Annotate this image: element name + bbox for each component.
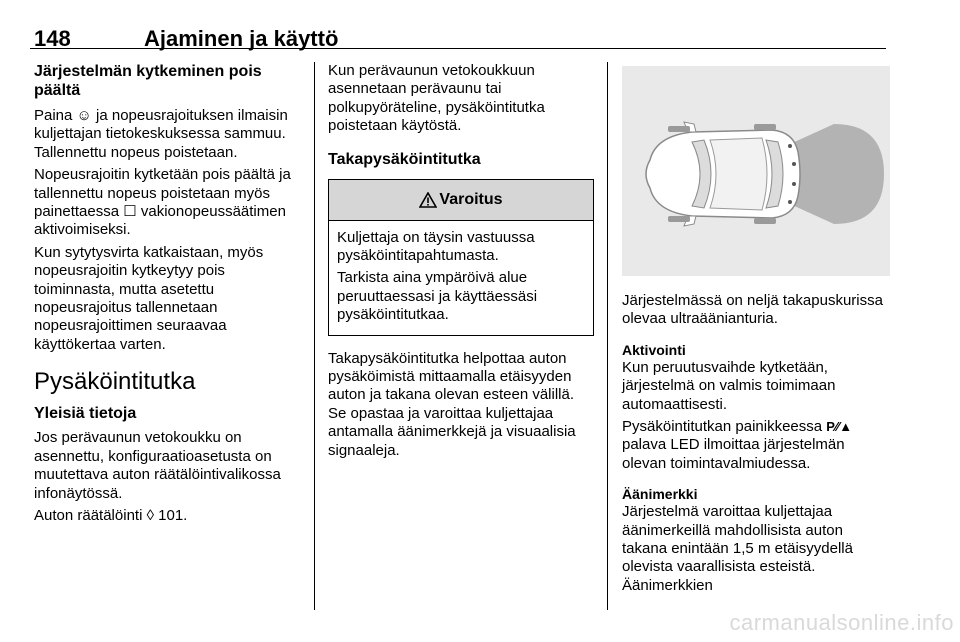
column-1 xyxy=(34,62,302,529)
paragraph: Paina ☺ ja nopeusrajoituksen ilmaisin kuljettajan tietokeskuksessa sammuu. Tallennettu nopeus poistetaan. xyxy=(34,107,288,161)
paragraph: Järjestelmä varoittaa kuljettajaa äänimerkeillä mahdollisista auton takana enintään 1,5 m etäisyydellä olevista vaarallisista esteistä. Äänimerkkien xyxy=(622,503,853,594)
paragraph xyxy=(622,418,890,473)
paragraph: Kun peruutusvaihde kytketään, järjestelmä on valmis toimimaan automaattisesti. xyxy=(622,358,836,413)
page-number: 148 xyxy=(34,26,71,51)
paragraph: Nopeusrajoitin kytketään pois päältä ja tallennettu nopeus poistetaan myös painettaessa ☐ vakionopeussäätimen aktivoimiseksi. xyxy=(34,166,291,239)
paragraph: Kun sytytysvirta katkaistaan, myös nopeusrajoitin kytkeytyy pois toiminnasta, mutta asetettu nopeusrajoitus tallennetaan nopeusrajoittimen seuraavaa käyttökertaa varten. xyxy=(34,243,264,353)
sensor-zone xyxy=(790,124,884,224)
ultrasonic-sensor xyxy=(792,162,796,166)
car-sensor-illustration xyxy=(622,66,890,276)
column-divider xyxy=(314,62,315,610)
parking-sensor-button-icon: P⁄⁄▲ xyxy=(826,419,853,435)
warning-text: Kuljettaja on täysin vastuussa pysäköintitapahtumasta. xyxy=(337,228,535,265)
section-heading-parking-sensor: Pysäköintitutka xyxy=(34,368,196,396)
page-header xyxy=(30,24,886,49)
paragraph: Kun perävaunun vetokoukkuun asennetaan perävaunu tai polkupyöräteline, pysäköintitutka poistetaan käytöstä. xyxy=(328,62,545,135)
paragraph-text: palava LED ilmoittaa järjestelmän olevan toimintavalmiudessa. xyxy=(622,436,845,472)
heading-activation: Aktivointi xyxy=(622,341,686,358)
paragraph: Järjestelmässä on neljä takapuskurissa olevaa ultraäänianturia. xyxy=(622,292,883,328)
heading-rear-parking-sensor: Takapysäköintitutka xyxy=(328,150,481,168)
paragraph-text: Pysäköintitutkan painikkeessa xyxy=(622,418,823,436)
warning-triangle-icon xyxy=(419,192,437,208)
column-divider xyxy=(607,62,608,610)
heading-disable-system: Järjestelmän kytkeminen pois päältä xyxy=(34,63,262,99)
warning-body xyxy=(329,221,593,335)
paragraph: Takapysäköintitutka helpottaa auton pysäköimistä mittaamalla etäisyyden auton ja takana olevan esteen välillä. Se opastaa ja varoittaa kuljettajaa antamalla äänimerkkejä ja visuaalisia signaaleja. xyxy=(328,349,576,459)
ultrasonic-sensor xyxy=(788,200,792,204)
paragraph: Jos perävaunun vetokoukku on asennettu, konfiguraatioasetusta on muutettava auton räätälöintivalikossa infonäytössä. xyxy=(34,429,281,502)
warning-header xyxy=(329,180,593,221)
heading-sound-signal: Äänimerkki xyxy=(622,486,698,503)
cross-reference: Auton räätälöinti ◊ 101. xyxy=(34,506,188,524)
car-top-view-image xyxy=(622,66,890,276)
column-2 xyxy=(328,62,594,464)
page-title: Ajaminen ja käyttö xyxy=(144,26,339,51)
column-3 xyxy=(622,66,890,599)
watermark: carmanualsonline.info xyxy=(729,610,954,635)
ultrasonic-sensor xyxy=(792,182,796,186)
warning-title: Varoitus xyxy=(439,190,503,208)
heading-general-info: Yleisiä tietoja xyxy=(34,405,137,423)
warning-box xyxy=(328,179,594,336)
warning-text: Tarkista aina ympäröivä alue peruuttaessasi ja käyttäessäsi pysäköintitutkaa. xyxy=(337,269,538,324)
ultrasonic-sensor xyxy=(788,144,792,148)
